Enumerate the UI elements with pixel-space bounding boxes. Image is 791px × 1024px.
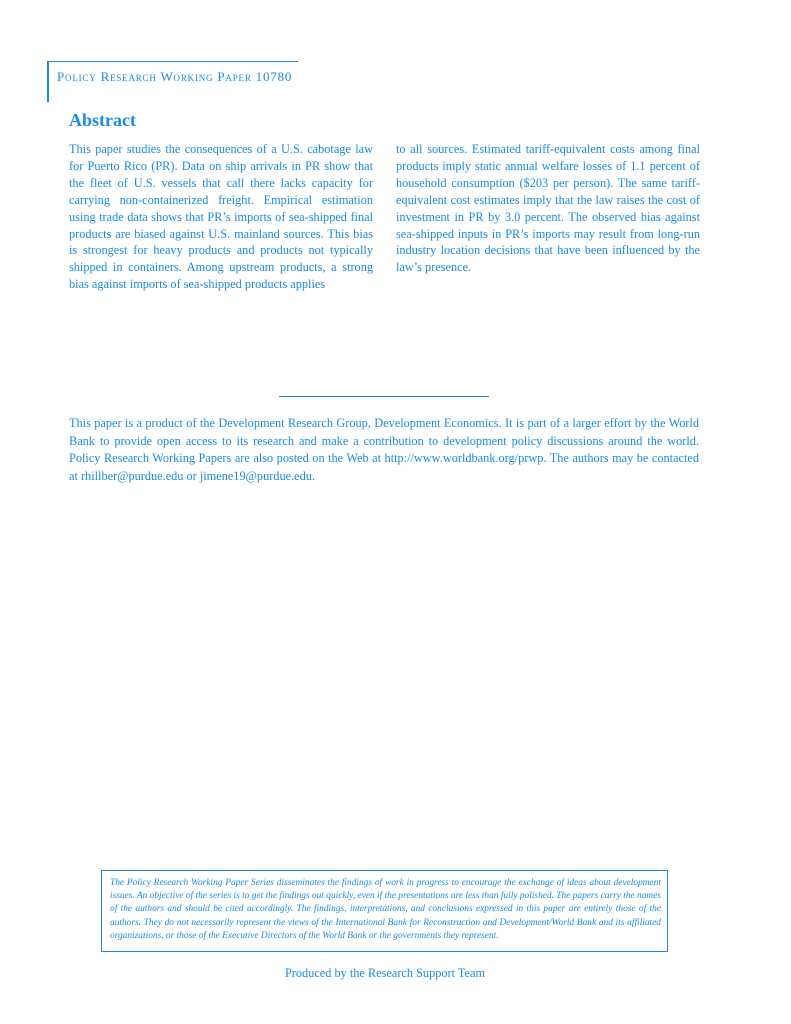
disclaimer-text: The Policy Research Working Paper Series disseminates the findings of work in progress to encourage the exchange of ideas about development issues. An objective of the series is to get the findings out quickly, even if the presentations are less than fully polished. The papers carry the names of the authors and should be cited accordingly. The findings, interpretations, and conclusions expressed in this paper are entirely those of the authors. They do not necessarily represent the views of the International Bank for Reconstruction and Development/World Bank and its affiliated organizations, or those of the Executive Directors of the World Bank or the governments they represent. <box>110 878 661 941</box>
footer-credit: Produced by the Research Support Team <box>284 966 486 980</box>
disclaimer-box <box>101 870 668 952</box>
series-title: Policy Research Working Paper 10780 <box>57 69 293 84</box>
prwp-link[interactable]: http://www.worldbank.org/prwp <box>384 451 544 466</box>
product-note <box>69 415 699 486</box>
section-divider <box>279 396 489 397</box>
header-rule-horizontal <box>47 61 298 62</box>
abstract-heading: Abstract <box>69 110 136 130</box>
abstract-column-left: This paper studies the consequences of a U.S. cabotage law for Puerto Rico (PR). Data on ship arrivals in PR show that the fleet of U.S. vessels that call there lacks capacity for carrying non-containerized freight. Empirical estimation using trade data shows that PR’s imports of sea-shipped final products are biased against U.S. mainland sources. This bias is strongest for heavy products and products not typically shipped in containers. Among upstream products, a strong bias against imports of sea-shipped products applies <box>69 142 373 292</box>
product-note-text: This paper is a product of the Development Research Group, Development Economics. It is part of a larger effort by the World Bank to provide open access to its research and make a contribution to development policy discussions around the world. Policy Research Working Papers are also posted on the Web at <box>69 416 699 466</box>
header-rule-vertical <box>47 62 49 102</box>
abstract-column-right: to all sources. Estimated tariff-equivalent costs among final products imply static annual welfare losses of 1.1 percent of household consumption ($203 per person). The same tariff-equivalent cost estimates imply that the law raises the cost of investment in PR by 3.0 percent. The observed bias against sea-shipped inputs in PR’s imports may result from long-run industry location decisions that have been influenced by the law’s presence. <box>396 142 700 275</box>
product-note-contact: . The authors may be contacted at rhillber@purdue.edu or jimene19@purdue.edu. <box>69 451 699 484</box>
